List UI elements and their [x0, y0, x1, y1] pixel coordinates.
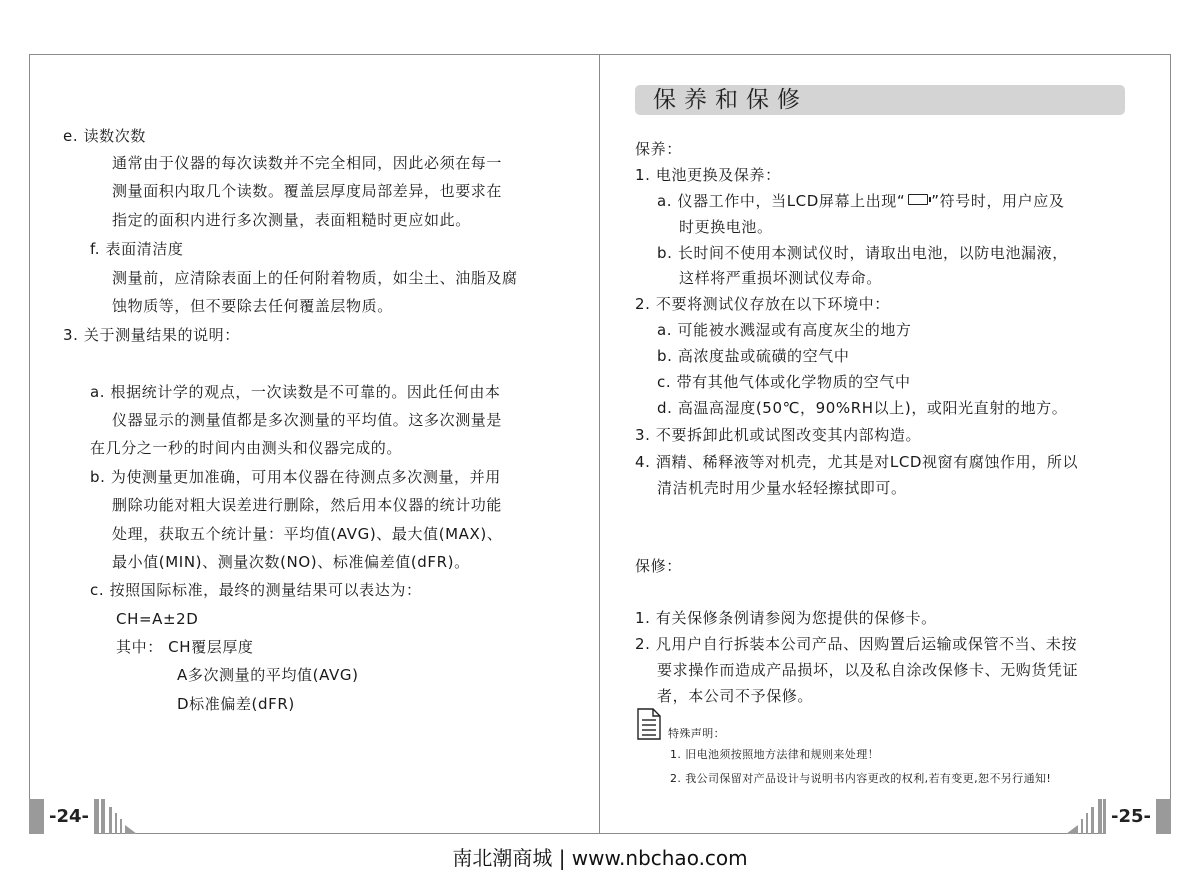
page-divider: [599, 54, 600, 834]
warranty-item-2: 2. 凡用户自行拆装本公司产品、因购置后运输或保管不当、未按: [635, 635, 1078, 653]
warranty-item-2-cont: 者，本公司不予保修。: [657, 687, 814, 705]
item-a-line: 仪器显示的测量值都是多次测量的平均值。这多次测量是: [112, 411, 503, 429]
site-footer: 南北潮商城 | www.nbchao.com: [452, 846, 748, 870]
care-item-2-sub: a. 可能被水溅湿或有高度灰尘的地方: [657, 321, 912, 339]
section-f-line: 蚀物质等，但不要除去任何覆盖层物质。: [112, 297, 393, 315]
care-item-1a-cont: 时更换电池。: [679, 218, 773, 236]
care-item-3: 3. 不要拆卸此机或试图改变其内部构造。: [635, 426, 922, 444]
item-c-line: c. 按照国际标准，最终的测量结果可以表达为：: [90, 581, 422, 599]
page-title: 保养和保修: [653, 87, 808, 113]
formula-a-definition: A多次测量的平均值(AVG): [177, 666, 359, 684]
page-tab-stripes-left: [101, 799, 141, 834]
care-item-2: 2. 不要将测试仪存放在以下环境中：: [635, 295, 890, 313]
care-item-4-cont: 清洁机壳时用少量水轻轻擦拭即可。: [657, 479, 907, 497]
page-tab-stripes-right: [1062, 799, 1102, 834]
item-b-line: b. 为使测量更加准确，可用本仪器在待测点多次测量，并用: [90, 468, 501, 486]
document-icon: [637, 708, 661, 740]
page-number-right: -25-: [1106, 799, 1156, 834]
care-item-1b: b. 长时间不使用本测试仪时，请取出电池，以防电池漏液，: [657, 244, 1068, 262]
formula: CH=A±2D: [116, 610, 199, 628]
section-f-line: 测量前，应清除表面上的任何附着物质，如尘土、油脂及腐: [112, 269, 518, 287]
section-e-line: 指定的面积内进行多次测量，表面粗糙时更应如此。: [112, 211, 471, 229]
item-b-line: 删除功能对粗大误差进行删除，然后用本仪器的统计功能: [112, 496, 503, 514]
item-a-line: a. 根据统计学的观点，一次读数是不可靠的。因此任何由本: [90, 383, 501, 401]
care-item-1b-cont: 这样将严重损坏测试仪寿命。: [679, 269, 882, 287]
section-title-bar: [635, 85, 1125, 115]
section-f-heading: f. 表面清洁度: [90, 240, 184, 258]
care-item-1: 1. 电池更换及保养：: [635, 166, 781, 184]
section-e-line: 通常由于仪器的每次读数并不完全相同，因此必须在每一: [112, 154, 503, 172]
warranty-item-1: 1. 有关保修条例请参阅为您提供的保修卡。: [635, 609, 937, 627]
care-item-2-sub: c. 带有其他气体或化学物质的空气中: [657, 373, 911, 391]
item-b-line: 最小值(MIN)、测量次数(NO)、标准偏差值(dFR)。: [112, 553, 470, 571]
care-item-2-sub: b. 高浓度盐或硫磺的空气中: [657, 347, 850, 365]
care-label: 保养：: [635, 140, 682, 158]
section-e-line: 测量面积内取几个读数。覆盖层厚度局部差异，也要求在: [112, 182, 503, 200]
notice-item-1: 1. 旧电池须按照地方法律和规则来处理！: [670, 748, 879, 761]
care-item-4: 4. 酒精、稀释液等对机壳，尤其是对LCD视窗有腐蚀作用，所以: [635, 453, 1079, 471]
item-a-line: 在几分之一秒的时间内由测头和仪器完成的。: [90, 439, 403, 457]
formula-where: 其中： CH覆层厚度: [116, 638, 254, 656]
notice-item-2: 2. 我公司保留对产品设计与说明书内容更改的权利,若有变更,恕不另行通知!: [670, 772, 1052, 785]
section-3-heading: 3. 关于测量结果的说明：: [63, 326, 240, 344]
section-e-heading: e. 读数次数: [63, 127, 146, 145]
warranty-label: 保修：: [635, 557, 682, 575]
care-item-1a: [657, 191, 1064, 211]
notice-label: 特殊声明：: [668, 727, 725, 740]
care-item-1a-pre: a. 仪器工作中，当LCD屏幕上出现“: [657, 192, 906, 210]
warranty-item-2-cont: 要求操作而造成产品损坏，以及私自涂改保修卡、无购货凭证: [657, 661, 1079, 679]
formula-d-definition: D标准偏差(dFR): [177, 695, 295, 713]
item-b-line: 处理，获取五个统计量：平均值(AVG)、最大值(MAX)、: [112, 525, 503, 543]
care-item-1a-post: ”符号时，用户应及: [931, 192, 1065, 210]
care-item-2-sub: d. 高温高湿度(50℃，90%RH以上)，或阳光直射的地方。: [657, 399, 1068, 417]
battery-low-icon: [908, 194, 928, 205]
page-number-left: -24-: [44, 799, 94, 834]
